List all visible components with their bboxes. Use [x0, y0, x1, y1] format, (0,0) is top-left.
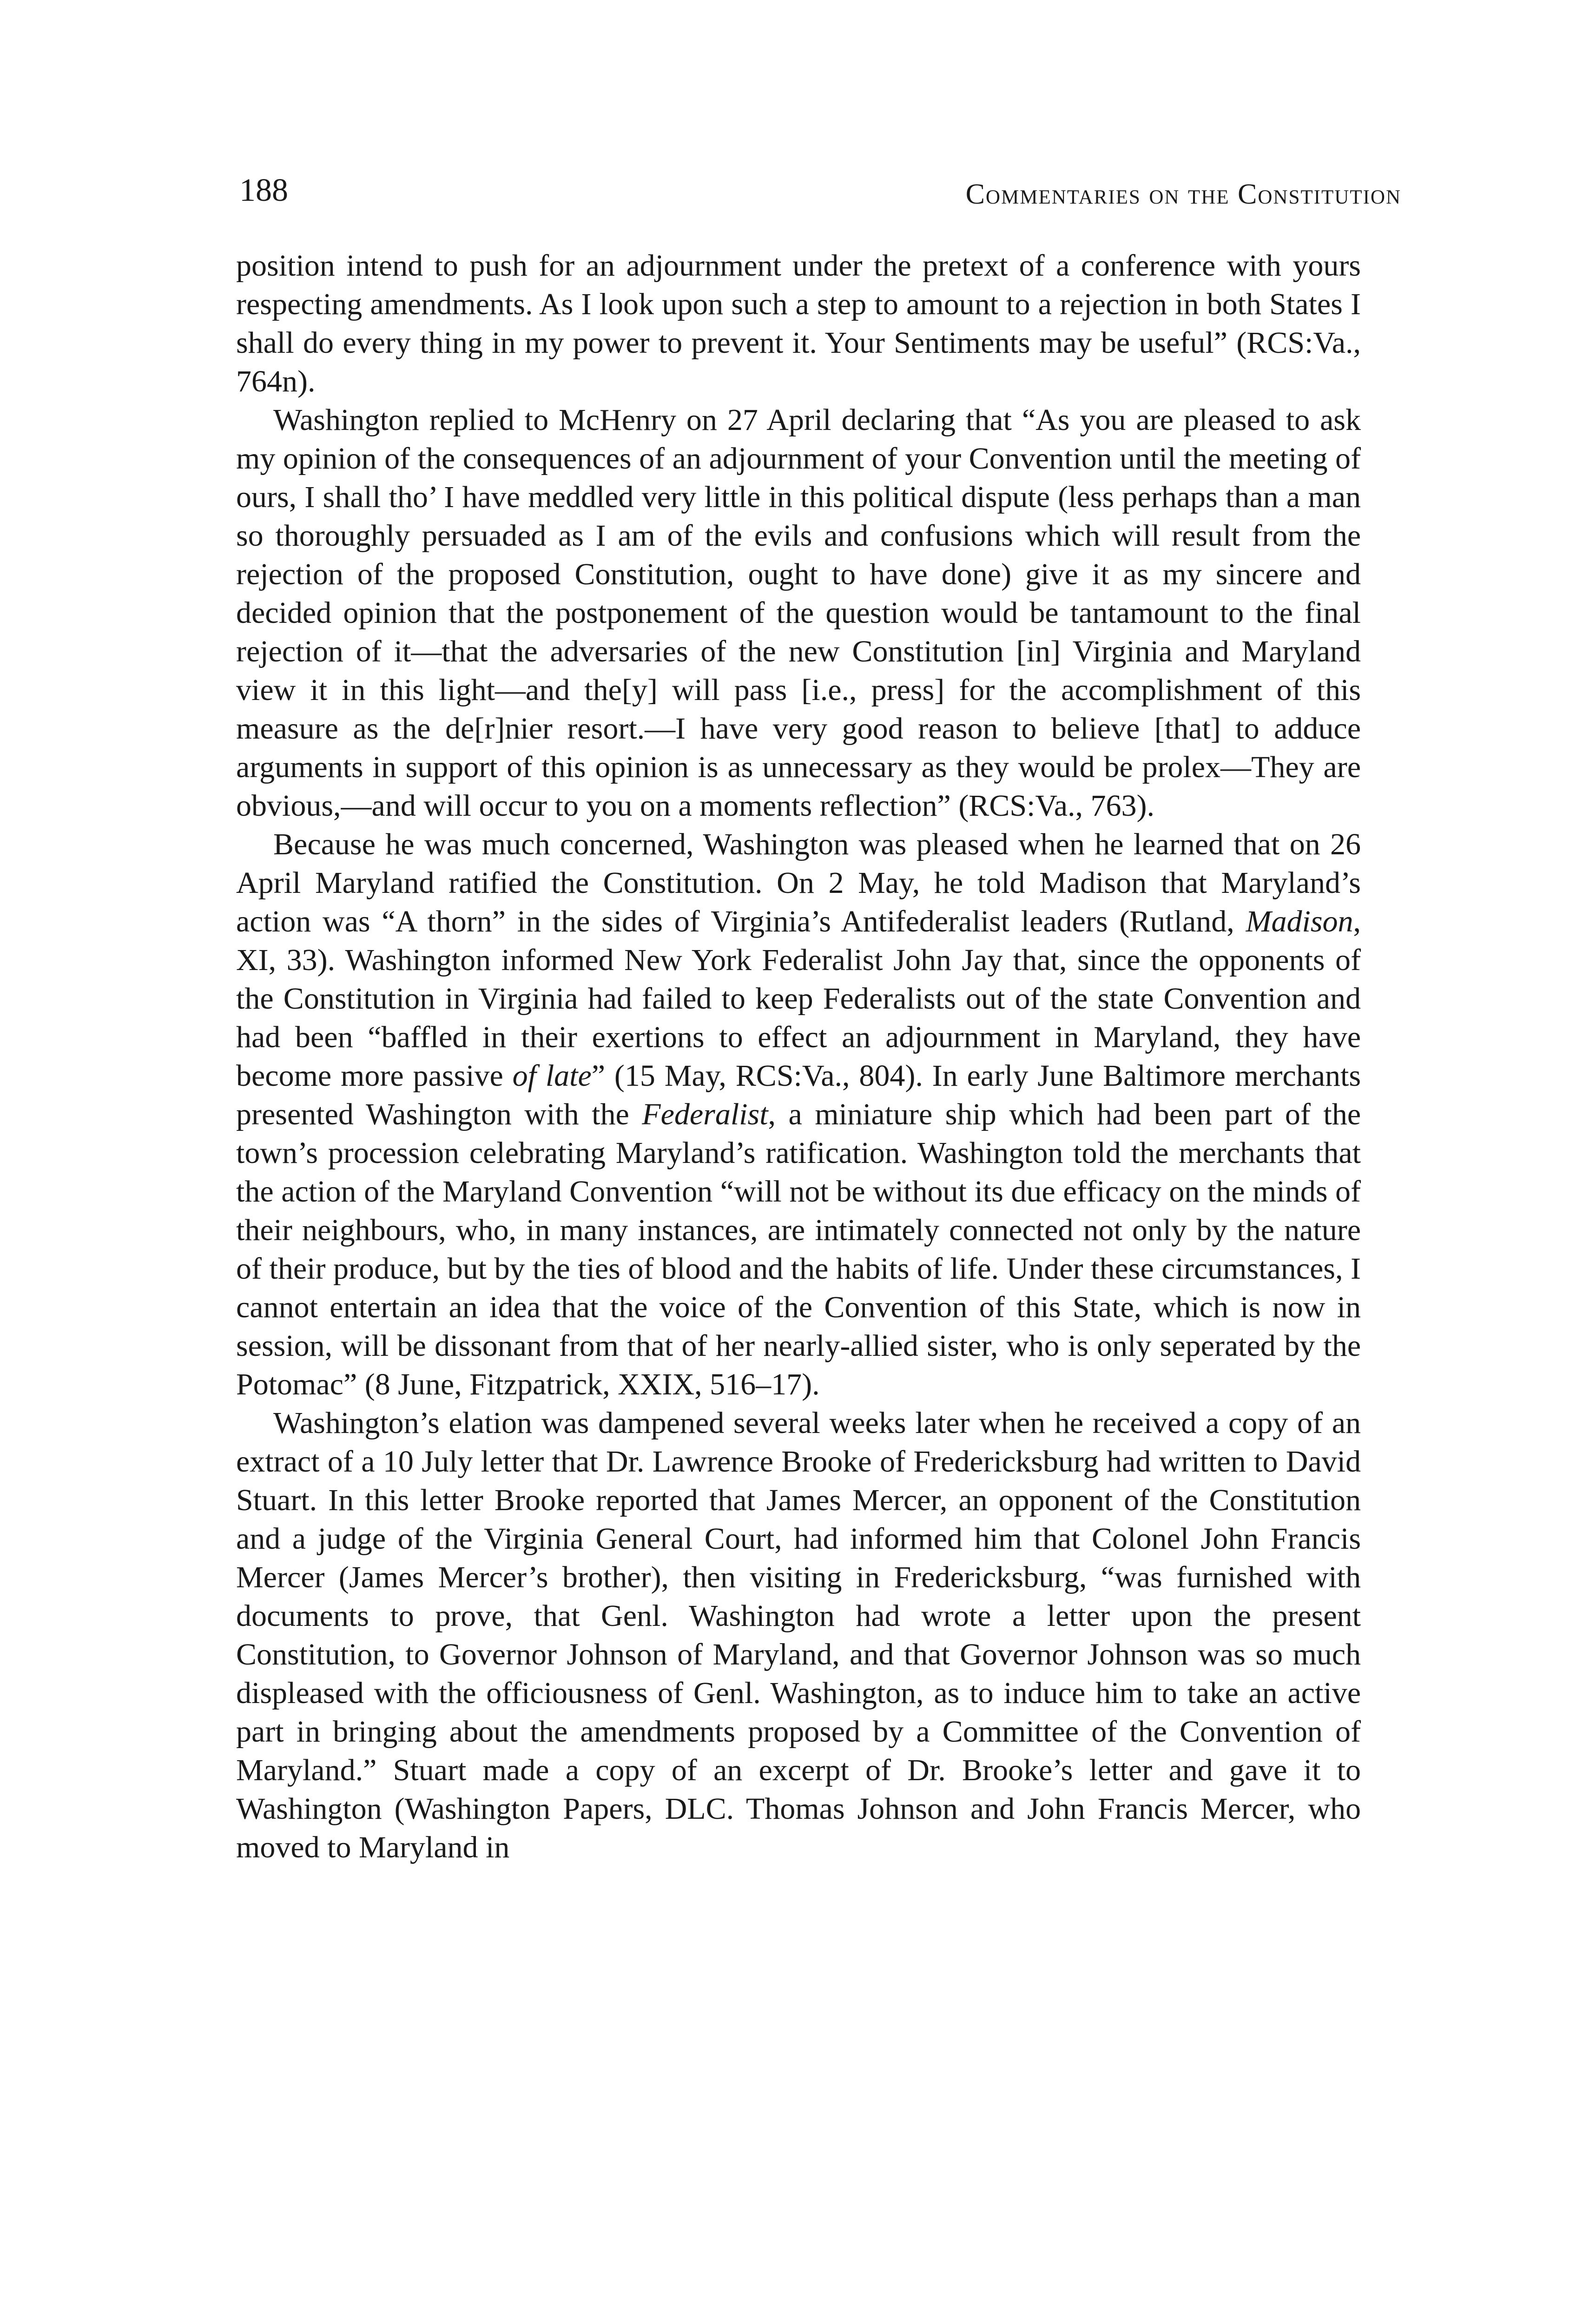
- text-segment: Washington’s elation was dampened several weeks later when he received a copy of an extract of a 10 July letter that Dr. Lawrence Brooke of Fredericksburg had written to David Stuart. In this letter Brooke reported that James Mercer, an opponent of the Constitution and a judge of the Virginia General Court, had informed him that Colonel John Francis Mercer (James Mercer’s brother), then visiting in Fredericksburg, “was furnished with documents to prove, that Genl. Washington had wrote a letter upon the present Constitution, to Governor Johnson of Maryland, and that Governor Johnson was so much displeased with the officiousness of Genl. Washington, as to induce him to take an active part in bringing about the amendments proposed by a Committee of the Convention of Maryland.” Stuart made a copy of an excerpt of Dr. Brooke’s letter and gave it to Washington (Washington Papers, DLC. Thomas Johnson and John Francis Mercer, who moved to Maryland in: [236, 1406, 1361, 1864]
- text-segment: Washington replied to McHenry on 27 April declaring that “As you are pleased to ask my opinion of the consequences of an adjournment of your Convention until the meeting of ours, I shall tho’ I have meddled very little in this political dispute (less perhaps than a man so thoroughly persuaded as I am of the evils and confusions which will result from the rejection of the proposed Constitution, ought to have done) give it as my sincere and decided opinion that the postponement of the question would be tantamount to the final rejection of it—that the adversaries of the new Constitution [in] Virginia and Maryland view it in this light—and the[y] will pass [i.e., press] for the accomplishment of this measure as the de[r]nier resort.—I have very good reason to believe [that] to adduce arguments in support of this opinion is as unnecessary as they would be prolex—They are obvious,—and will occur to you on a moments reflection” (RCS:Va., 763).: [236, 403, 1361, 823]
- text-segment: ” (15 May, RCS:Va., 804). In early June Baltimore merchants presented Washington with the: [236, 1059, 1361, 1131]
- text-segment: , XI, 33). Washington informed New York Federalist John Jay that, since the opponents of the Constitution in Virginia had failed to keep Federalists out of the state Convention and had been “baffled in their exertions to effect an adjournment in Maryland, they have become more passive: [236, 905, 1361, 1093]
- text-segment: , a miniature ship which had been part of the town’s procession celebrating Maryland’s ratification. Washington told the merchants that the action of the Maryland Convention “will not be without its due efficacy on the minds of their neighbours, who, in many instances, are intimately connected not only by the nature of their produce, but by the ties of blood and the habits of life. Under these circumstances, I cannot entertain an idea that the voice of the Convention of this State, which is now in session, will be dissonant from that of her nearly-allied sister, who is only seperated by the Potomac” (8 June, Fitzpatrick, XXIX, 516–17).: [236, 1097, 1361, 1401]
- paragraph-2: [236, 401, 1361, 825]
- text-segment: position intend to push for an adjournment under the pretext of a conference with yours respecting amendments. As I look upon such a step to amount to a rejection in both States I shall do every thing in my power to prevent it. Your Sentiments may be useful” (RCS:Va., 764n).: [236, 249, 1361, 398]
- paragraph-1: [236, 246, 1361, 401]
- paragraph-3: [236, 825, 1361, 1404]
- running-head: Commentaries on the Constitution: [965, 178, 1401, 210]
- text-segment: Because he was much concerned, Washington was pleased when he learned that on 26 April Maryland ratified the Constitution. On 2 May, he told Madison that Maryland’s action was “A thorn” in the sides of Virginia’s Antifederalist leaders (Rutland,: [236, 827, 1361, 938]
- italic-title-madison: Madison: [1246, 905, 1353, 938]
- page-number: 188: [239, 172, 288, 208]
- italic-ship-name: Federalist: [642, 1097, 768, 1131]
- paragraph-4: [236, 1404, 1361, 1867]
- page-header: [239, 167, 1401, 218]
- body-text: [236, 246, 1361, 1867]
- italic-emphasis: of late: [512, 1059, 592, 1093]
